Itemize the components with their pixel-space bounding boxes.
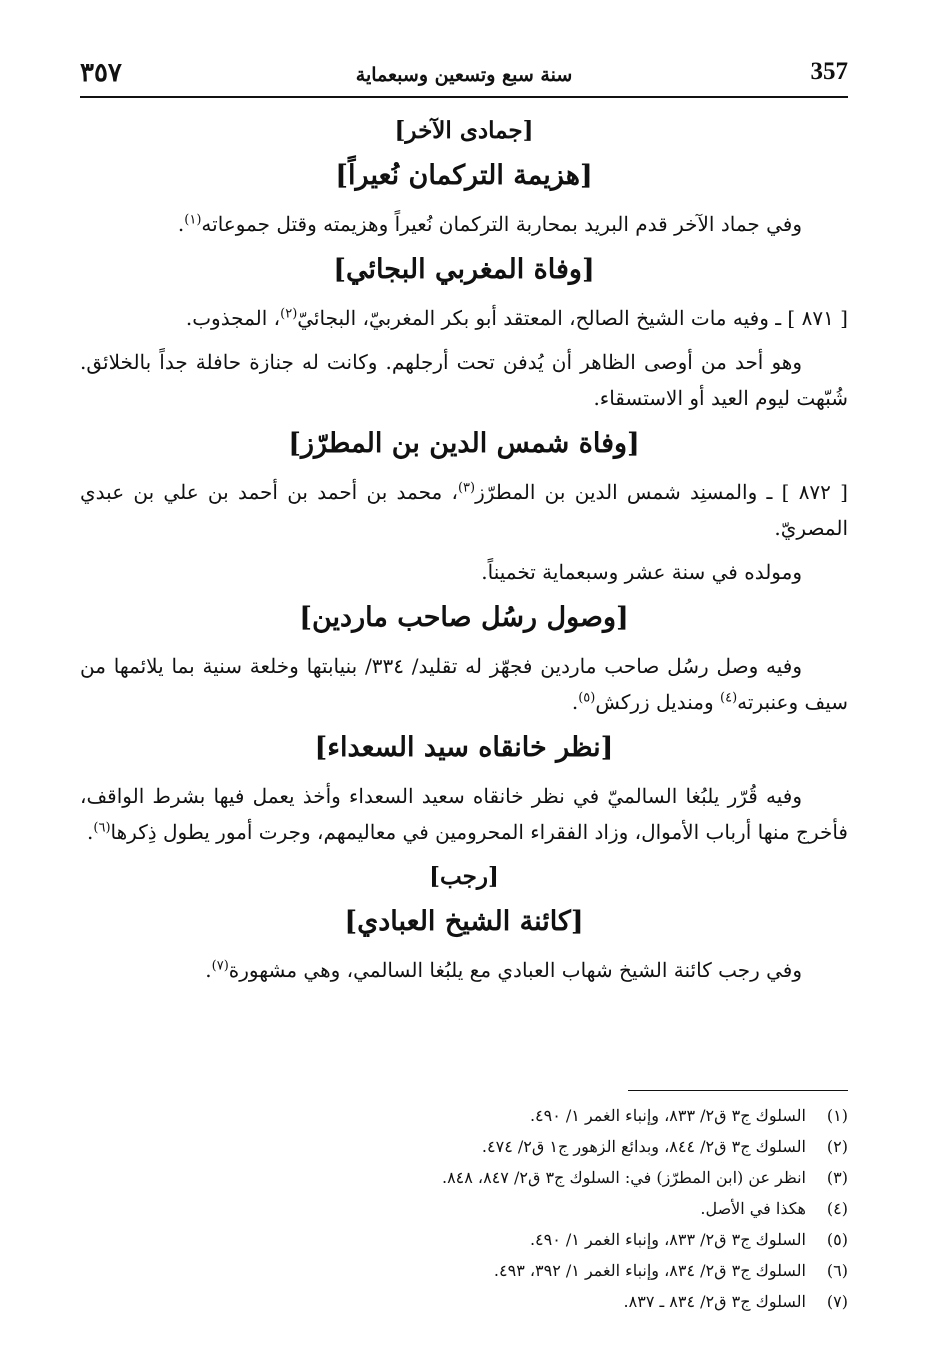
footnote-ref: (٣) (457, 480, 476, 496)
paragraph-text: [ ٨٧١ ] ـ وفيه مات الشيخ الصالح، المعتقد أبو بكر المغربيّ، البجائيّ (297, 306, 848, 330)
paragraph (80, 474, 848, 546)
footnote-text: انظر عن (ابن المطرّز) في: السلوك ج٣ ق٢/ ٨٤٧، ٨٤٨. (441, 1168, 806, 1187)
section-heading: [وفاة المغربي البجائي] (333, 254, 595, 285)
footnote-text: السلوك ج٣ ق٢/ ٨٣٣، وإنباء الغمر ١/ ٤٩٠. (529, 1106, 806, 1125)
running-header (80, 58, 848, 94)
paragraph (80, 554, 848, 590)
footnote (80, 1100, 848, 1131)
footnote-number: (٤) (826, 1199, 848, 1218)
paragraph (80, 952, 848, 988)
footnote-text: هكذا في الأصل. (700, 1199, 806, 1218)
footnote-number: (٥) (826, 1230, 848, 1249)
paragraph (80, 648, 848, 720)
paragraph (80, 300, 848, 336)
paragraph-text: . (87, 820, 94, 844)
header-rule (80, 96, 848, 98)
footnote-text: السلوك ج٣ ق٢/ ٨٤٤، وبدائع الزهور ج١ ق٢/ ٤٧٤. (481, 1137, 806, 1156)
section-heading: [هزيمة التركمان نُعيراً] (335, 160, 593, 191)
paragraph-text: وفي رجب كائنة الشيخ شهاب العبادي مع يلبُغا السالمي، وهي مشهورة (228, 958, 802, 982)
page-body (80, 108, 848, 996)
paragraph-text: وهو أحد من أوصى الظاهر أن يُدفن تحت أرجلهم. وكانت له جنازة حافلة جداً بالخلائق. شُبّهت ليوم العيد أو الاستسقاء. (80, 350, 848, 410)
running-title: سنة سبع وتسعين وسبعماية (355, 64, 573, 86)
section-subheading: [رجب] (429, 863, 499, 890)
footnote-number: (٣) (826, 1168, 848, 1187)
paragraph-text: . (205, 958, 212, 982)
section-heading: [نظر خانقاه سيد السعداء] (314, 732, 614, 763)
footnote-ref: (٥) (578, 690, 596, 706)
footnote-text: السلوك ج٣ ق٢/ ٨٣٤، وإنباء الغمر ١/ ٣٩٢، ٤٩٣. (493, 1261, 806, 1280)
paragraph-text: وفيه قُرّر يلبُغا السالميّ في نظر خانقاه سعيد السعداء وأخذ يعمل فيها بشرط الواقف، فأخرج منها أرباب الأموال، وزاد الفقراء المحرومين في معاليمهم، وجرت أمور يطول ذِكرها (80, 784, 848, 844)
footnote-ref: (٤) (720, 690, 738, 706)
footnote-rule (628, 1090, 848, 1091)
footnotes (80, 1100, 848, 1317)
footnote (80, 1162, 848, 1193)
footnote-number: (٦) (826, 1261, 848, 1280)
footnote-ref: (٧) (211, 958, 229, 974)
paragraph (80, 206, 848, 242)
paragraph-text: . (177, 212, 185, 236)
footnote-ref: (٦) (93, 820, 111, 836)
footnote (80, 1286, 848, 1317)
paragraph (80, 778, 848, 850)
section-heading: [وصول رسُل صاحب ماردين] (299, 602, 629, 633)
paragraph-text: وفي جماد الآخر قدم البريد بمحاربة التركمان نُعيراً وهزيمته وقتل جموعاته (201, 212, 802, 236)
paragraph-text: ومولده في سنة عشر وسبعماية تخميناً. (481, 560, 802, 584)
footnote (80, 1224, 848, 1255)
paragraph-text: [ ٨٧٢ ] ـ والمسنِد شمس الدين بن المطرّز (475, 480, 848, 504)
paragraph-text: ومنديل زركش (595, 690, 721, 714)
paragraph-text: وفيه وصل رسُل صاحب ماردين فجهّز له تقليد/ ٣٣٤/ بنيابتها وخلعة سنية بما يلائمها من سيف وعنبرته (80, 654, 848, 714)
footnote-text: السلوك ج٣ ق٢/ ٨٣٣، وإنباء الغمر ١/ ٤٩٠. (529, 1230, 806, 1249)
footnote-ref: (١) (184, 212, 202, 228)
footnote-number: (٢) (826, 1137, 848, 1156)
footnote-number: (٧) (826, 1292, 848, 1311)
paragraph (80, 344, 848, 416)
footnote (80, 1131, 848, 1162)
page-number-latin: 357 (810, 58, 848, 85)
section-heading: [وفاة شمس الدين بن المطرّز] (288, 428, 640, 459)
section-heading: [كائنة الشيخ العبادي] (344, 906, 584, 937)
paragraph-text: ، محمد بن أحمد بن أحمد بن علي بن عبدي المصريّ. (80, 480, 848, 540)
paragraph-text: ، المجذوب. (185, 306, 281, 330)
footnote-ref: (٢) (280, 306, 298, 322)
footnote-number: (١) (826, 1106, 848, 1125)
page-number-arabic: ٣٥٧ (80, 58, 122, 88)
paragraph-text: . (571, 690, 579, 714)
footnote (80, 1255, 848, 1286)
footnote (80, 1193, 848, 1224)
footnote-text: السلوك ج٣ ق٢/ ٨٣٤ ـ ٨٣٧. (623, 1292, 806, 1311)
section-subheading: [جمادى الآخر] (394, 117, 534, 144)
